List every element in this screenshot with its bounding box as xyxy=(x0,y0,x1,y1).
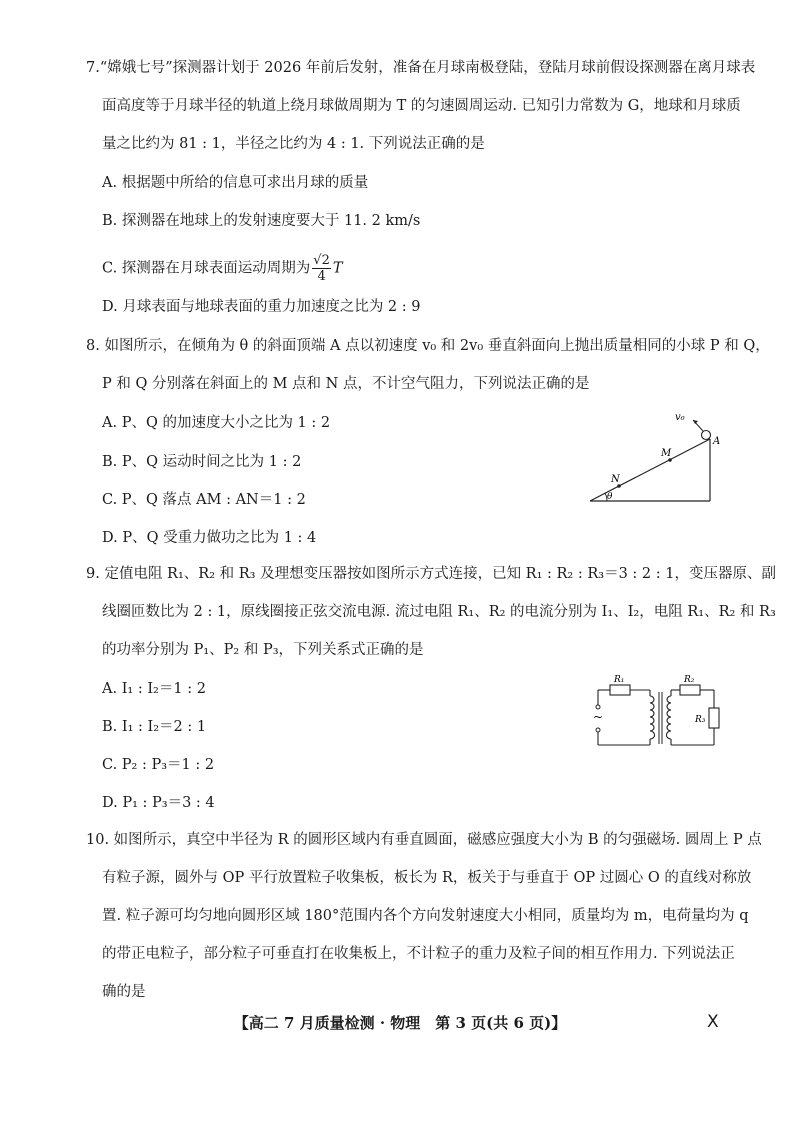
q9-line-3: 的功率分别为 P₁、P₂ 和 P₃，下列关系式正确的是 xyxy=(102,642,424,658)
q8-line-2: P 和 Q 分别落在斜面上的 M 点和 N 点，不计空气阻力，下列说法正确的是 xyxy=(102,376,590,392)
ball-icon xyxy=(702,431,711,440)
q7-option-c-fraction xyxy=(312,253,331,284)
q7-line-1: 7.“嫦娥七号”探测器计划于 2026 年前后发射，准备在月球南极登陆，登陆月球前假设探测器在离月球表 xyxy=(86,60,756,76)
q7-option-c-prefix: C. 探测器在月球表面运动周期为 xyxy=(102,260,311,277)
q9-line-1: 9. 定值电阻 R₁、R₂ 和 R₃ 及理想变压器按如图所示方式连接，已知 R₁ : R₂ : R₃＝3 : 2 : 1，变压器原、副 xyxy=(86,566,776,582)
source-terminal-bottom xyxy=(596,728,600,732)
velocity-arrowhead-icon xyxy=(693,420,698,424)
q7-line-3: 量之比约为 81 : 1，半径之比约为 4 : 1. 下列说法正确的是 xyxy=(102,136,485,152)
secondary-coil xyxy=(666,696,671,739)
primary-coil xyxy=(650,696,655,739)
q9-option-b: B. I₁ : I₂＝2 : 1 xyxy=(102,719,207,735)
q9-line-2: 线圈匝数比为 2 : 1，原线圈接正弦交流电源. 流过电阻 R₁、R₂ 的电流分别为 I₁、I₂，电阻 R₁、R₂ 和 R₃ xyxy=(102,604,776,620)
resistor-r1 xyxy=(610,685,630,695)
label-r1: R₁ xyxy=(614,675,625,685)
resistor-r3 xyxy=(709,708,719,728)
q7-option-b: B. 探测器在地球上的发射速度要大于 11. 2 km/s xyxy=(102,213,421,229)
q8-option-b: B. P、Q 运动时间之比为 1 : 2 xyxy=(102,454,302,470)
q8-option-d: D. P、Q 受重力做功之比为 1 : 4 xyxy=(102,530,317,546)
q10-line-4: 的带正电粒子，部分粒子可垂直打在收集板上，不计粒子的重力及粒子间的相互作用力. 下列说法正 xyxy=(102,946,735,962)
label-v0: v₀ xyxy=(675,412,685,423)
q7-option-c xyxy=(102,253,343,284)
q10-line-1: 10. 如图所示，真空中半径为 R 的圆形区域内有垂直圆面，磁感应强度大小为 B 的匀强磁场. 圆周上 P 点 xyxy=(86,832,762,848)
q7-fraction-numerator: √2 xyxy=(313,253,330,268)
label-r2: R₂ xyxy=(684,675,695,685)
page-footer: 【高二 7 月质量检测 · 物理 第 3 页(共 6 页)】 xyxy=(233,1014,567,1032)
q8-line-1: 8. 如图所示，在倾角为 θ 的斜面顶端 A 点以初速度 v₀ 和 2v₀ 垂直斜面向上抛出质量相同的小球 P 和 Q， xyxy=(86,338,770,354)
label-a: A xyxy=(713,436,721,447)
q10-line-2: 有粒子源，圆外与 OP 平行放置粒子收集板，板长为 R，板关于与垂直于 OP 过圆心 O 的直线对称放 xyxy=(102,870,752,886)
q10-line-3: 置. 粒子源可均匀地向圆形区域 180°范围内各个方向发射速度大小相同，质量均为 m，电荷量均为 q xyxy=(102,908,749,924)
q8-option-a: A. P、Q 的加速度大小之比为 1 : 2 xyxy=(102,415,331,431)
ac-source-symbol-icon: ~ xyxy=(593,710,604,724)
source-terminal-top xyxy=(596,705,600,709)
q7-option-d: D. 月球表面与地球表面的重力加速度之比为 2 : 9 xyxy=(102,299,421,315)
q9-option-a: A. I₁ : I₂＝1 : 2 xyxy=(102,681,206,697)
q10-line-5: 确的是 xyxy=(102,984,146,1000)
label-theta: θ xyxy=(607,492,613,502)
q7-fraction-denominator: 4 xyxy=(317,269,326,284)
q9-option-d: D. P₁ : P₃＝3 : 4 xyxy=(102,795,215,811)
footer-mark: X xyxy=(707,1012,719,1032)
q7-option-a: A. 根据题中所给的信息可求出月球的质量 xyxy=(102,175,369,191)
resistor-r2 xyxy=(680,685,700,695)
incline-figure xyxy=(585,406,725,506)
q9-option-c: C. P₂ : P₃＝1 : 2 xyxy=(102,757,215,773)
transformer-circuit-figure xyxy=(588,672,728,752)
q7-option-c-suffix: T xyxy=(332,260,343,277)
label-r3: R₃ xyxy=(695,715,706,725)
q8-option-c: C. P、Q 落点 AM : AN＝1 : 2 xyxy=(102,492,306,508)
label-m: M xyxy=(661,448,672,459)
q7-line-2: 面高度等于月球半径的轨道上绕月球做周期为 T 的匀速圆周运动. 已知引力常数为 G，地球和月球质 xyxy=(102,98,741,114)
label-n: N xyxy=(611,474,620,485)
